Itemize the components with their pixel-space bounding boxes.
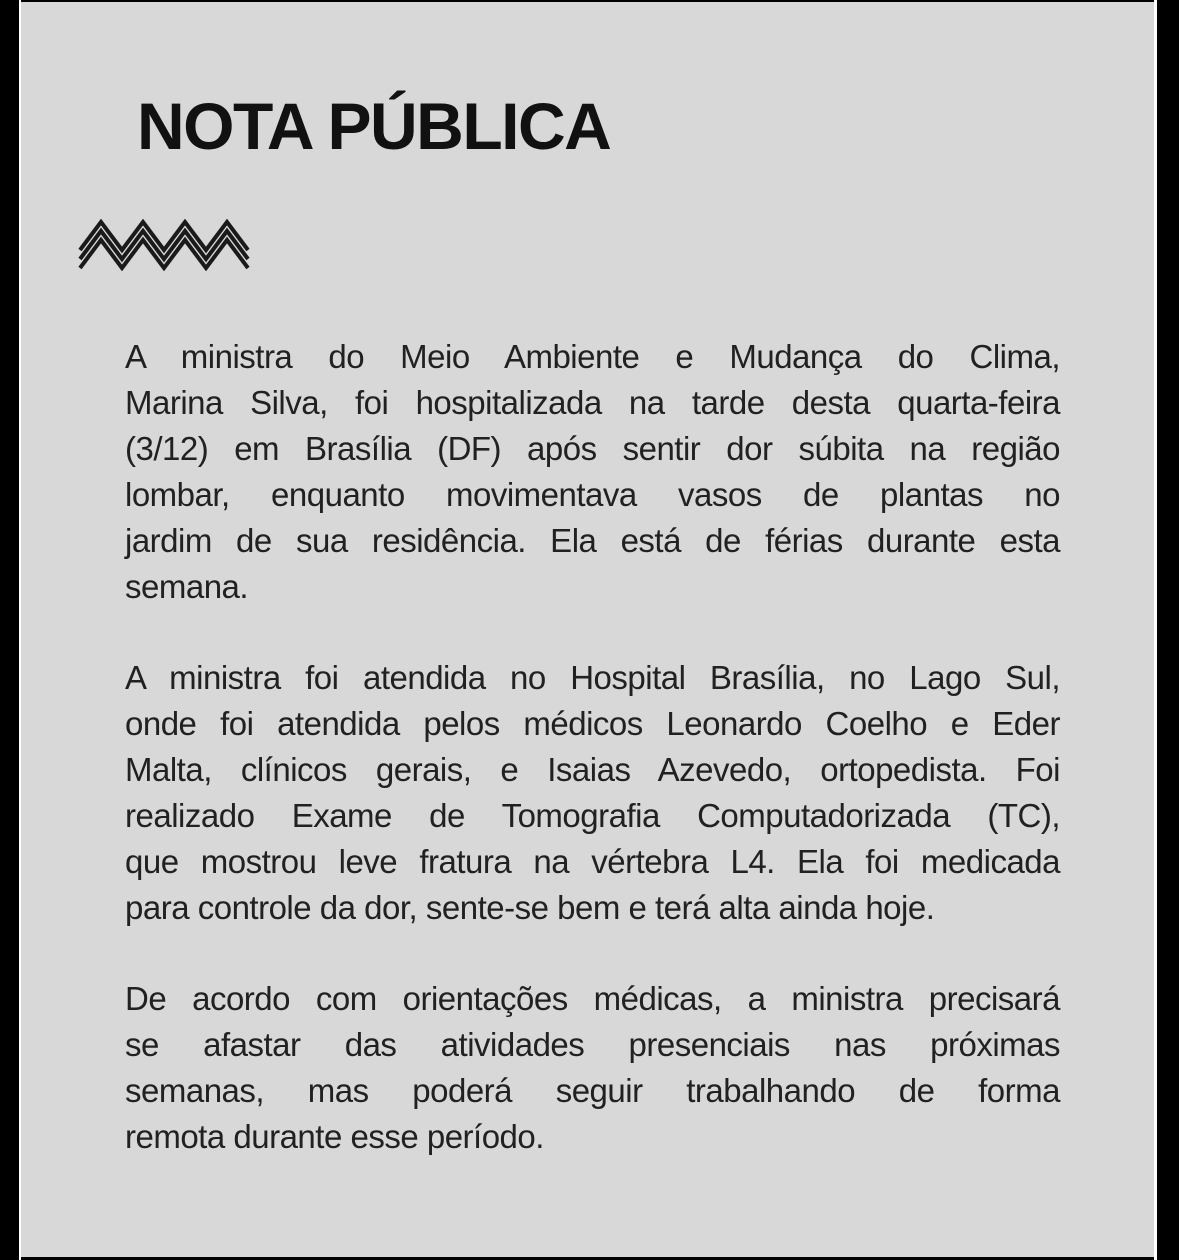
- text-line: se afastar das atividades presenciais nas próximas: [125, 1026, 1060, 1063]
- text-line: A ministra foi atendida no Hospital Brasília, no Lago Sul,: [125, 659, 1060, 696]
- text-line: semanas, mas poderá seguir trabalhando de forma: [125, 1072, 1060, 1109]
- page-title: NOTA PÚBLICA: [137, 89, 611, 163]
- text-line: Marina Silva, foi hospitalizada na tarde desta quarta-feira: [125, 384, 1060, 421]
- text-line: De acordo com orientações médicas, a ministra precisará: [125, 980, 1060, 1017]
- paragraph-3: [125, 976, 1060, 1160]
- statement-body: [125, 334, 1060, 1205]
- text-line: realizado Exame de Tomografia Computadorizada (TC),: [125, 797, 1060, 834]
- text-line: lombar, enquanto movimentava vasos de plantas no: [125, 476, 1060, 513]
- left-frame-bar: [0, 0, 19, 1260]
- right-separator-line: [1154, 0, 1157, 1260]
- right-frame-bar: [1157, 0, 1179, 1260]
- paragraph-2: [125, 655, 1060, 931]
- text-line: jardim de sua residência. Ela está de férias durante esta: [125, 522, 1060, 559]
- text-line: remota durante esse período.: [125, 1118, 544, 1155]
- text-line: semana.: [125, 568, 249, 605]
- text-line: (3/12) em Brasília (DF) após sentir dor súbita na região: [125, 430, 1060, 467]
- text-line: que mostrou leve fratura na vértebra L4. Ela foi medicada: [125, 843, 1060, 880]
- left-separator-line: [19, 0, 21, 1260]
- text-line: A ministra do Meio Ambiente e Mudança do Clima,: [125, 338, 1060, 375]
- zigzag-decoration-icon: [78, 219, 250, 271]
- paragraph-1: [125, 334, 1060, 610]
- text-line: Malta, clínicos gerais, e Isaias Azevedo, ortopedista. Foi: [125, 751, 1060, 788]
- text-line: onde foi atendida pelos médicos Leonardo Coelho e Eder: [125, 705, 1060, 742]
- top-frame-bar: [0, 0, 1179, 2]
- text-line: para controle da dor, sente-se bem e terá alta ainda hoje.: [125, 889, 935, 926]
